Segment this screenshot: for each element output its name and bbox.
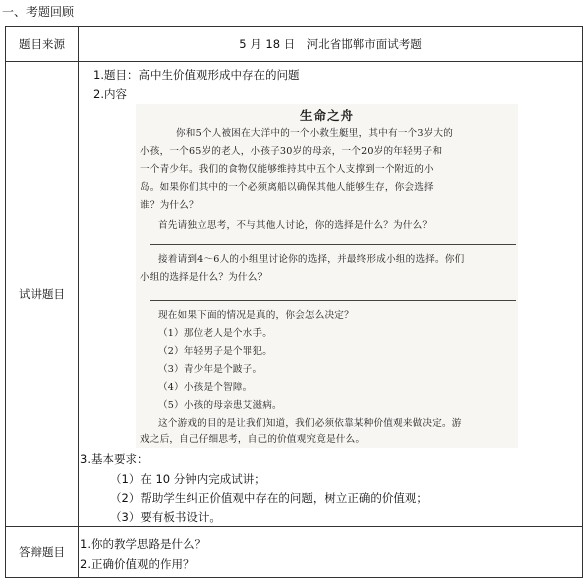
passage-line: 小组的选择是什么？为什么？ xyxy=(140,272,268,283)
passage-line: 首先请独立思考，不与其他人讨论，你的选择是什么？为什么？ xyxy=(158,220,433,231)
passage-line: （5）小孩的母亲患艾滋病。 xyxy=(158,400,282,411)
content-line: 2.内容 xyxy=(93,87,127,101)
passage-line: 现在如果下面的情况是真的，你会怎么决定？ xyxy=(158,310,354,321)
passage-title: 生命之舟 xyxy=(299,108,354,123)
passage-line: （2）年轻男子是个罪犯。 xyxy=(158,346,273,357)
passage-line: 小孩，一个65岁的老人，小孩子30岁的母亲，一个20岁的年轻男子和 xyxy=(140,146,443,157)
requirement-item: （2）帮助学生纠正价值观中存在的问题，树立正确的价值观； xyxy=(110,491,428,505)
defense-label: 答辩题目 xyxy=(6,527,79,578)
scanned-passage-image xyxy=(136,104,518,448)
passage-line: （1）那位老人是个水手。 xyxy=(158,328,273,339)
passage-line: 你和5个人被困在大洋中的一个小救生艇里，其中有一个3岁大的 xyxy=(176,128,454,139)
requirement-item: （1）在 10 分钟内完成试讲； xyxy=(110,472,266,486)
defense-question: 2.正确价值观的作用？ xyxy=(80,557,195,571)
topic-line: 1.题目：高中生价值观形成中存在的问题 xyxy=(93,68,300,82)
source-row xyxy=(6,27,583,62)
passage-line: （3）青少年是个跛子。 xyxy=(158,364,263,375)
passage-line: 戏之后，自己仔细思考，自己的价值观究竟是什么。 xyxy=(140,434,366,445)
passage-line: 岛。如果你们其中的一个必须离船以确保其他人能够生存，你会选择 xyxy=(140,182,434,193)
lecture-label: 试讲题目 xyxy=(6,62,79,527)
source-label: 题目来源 xyxy=(6,27,79,62)
answer-rule xyxy=(150,244,516,245)
passage-line: 谁？为什么？ xyxy=(140,200,199,211)
requirements-title: 3.基本要求： xyxy=(80,452,149,466)
passage-line: （4）小孩是个智障。 xyxy=(158,382,253,393)
source-value: 5 月 18 日 河北省邯郸市面试考题 xyxy=(79,27,583,62)
requirement-item: （3）要有板书设计。 xyxy=(110,510,221,524)
passage-line: 一个青少年。我们的食物仅能够维持其中五个人支撑到一个附近的小 xyxy=(140,164,434,175)
passage-line: 接着请到4～6人的小组里讨论你的选择，并最终形成小组的选择。你们 xyxy=(158,254,465,265)
section-heading: 一、考题回顾 xyxy=(2,5,75,19)
defense-question: 1.你的教学思路是什么？ xyxy=(80,537,206,551)
passage-line: 这个游戏的目的是让我们知道，我们必须依靠某种价值观来做决定。游 xyxy=(158,418,462,429)
answer-rule xyxy=(150,300,516,301)
